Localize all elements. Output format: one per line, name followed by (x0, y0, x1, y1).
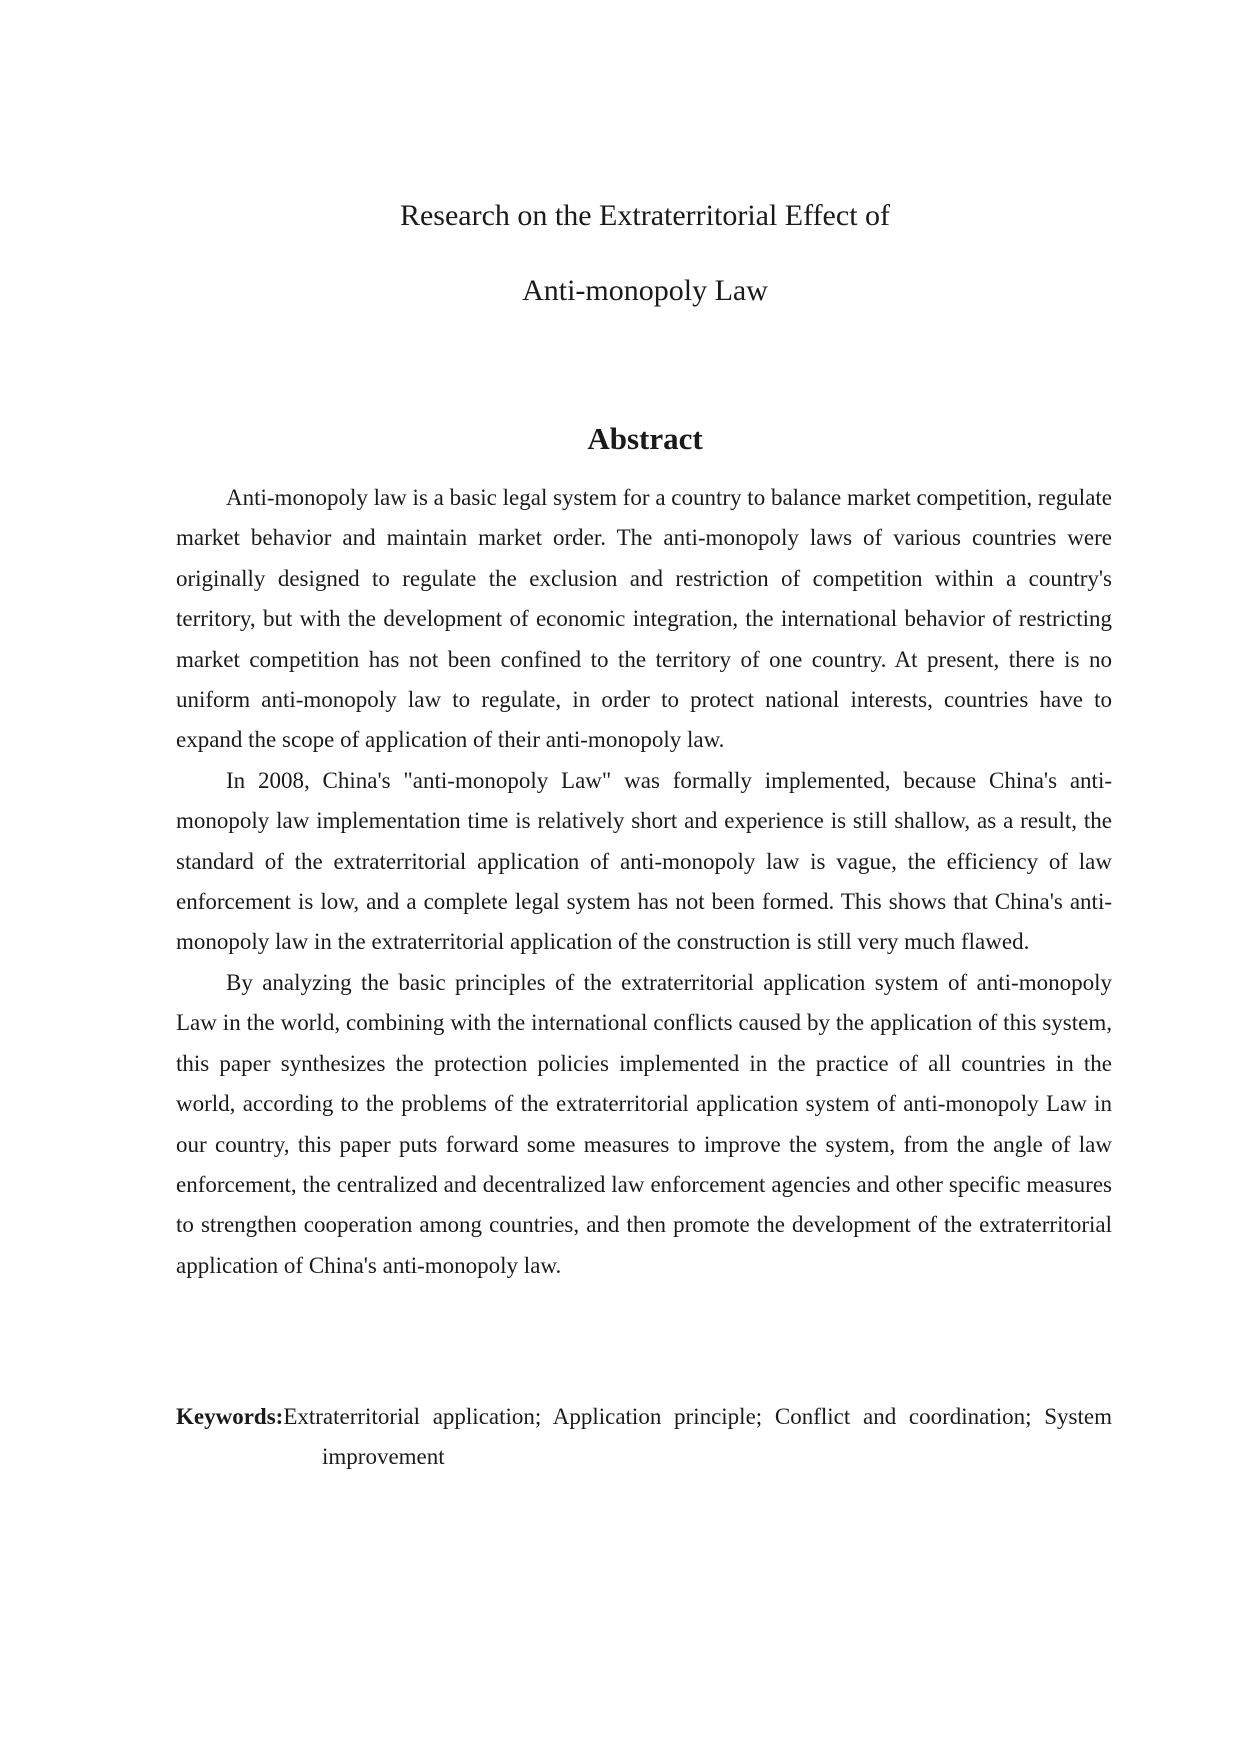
keywords-line (176, 1397, 1112, 1478)
keywords-text: Extraterritorial application; Application principle; Conflict and coordination; System improvement (283, 1404, 1112, 1470)
document-title (0, 196, 1240, 311)
abstract-paragraph-3: By analyzing the basic principles of the extraterritorial application system of anti-monopoly Law in the world, combining with the international conflicts caused by the application of this system, this paper synthesizes the protection policies implemented in the practice of all countries in the world, according to the problems of the extraterritorial application system of anti-monopoly Law in our country, this paper puts forward some measures to improve the system, from the angle of law enforcement, the centralized and decentralized law enforcement agencies and other specific measures to strengthen cooperation among countries, and then promote the development of the extraterritorial application of China's anti-monopoly law. (176, 969, 1112, 1278)
abstract-heading: Abstract (587, 421, 703, 456)
abstract-paragraph-2: In 2008, China's "anti-monopoly Law" was formally implemented, because China's anti-monopoly law implementation time is relatively short and experience is still shallow, as a result, the standard of the extraterritorial application of anti-monopoly law is vague, the efficiency of law enforcement is low, and a complete legal system has not been formed. This shows that China's anti-monopoly law in the extraterritorial application of the construction is still very much flawed. (176, 767, 1112, 955)
abstract-body (176, 478, 1112, 1286)
title-line-1: Research on the Extraterritorial Effect of (399, 199, 891, 232)
title-line-2: Anti-monopoly Law (522, 274, 768, 307)
keywords-label: Keywords: (176, 1404, 284, 1429)
abstract-paragraph-1: Anti-monopoly law is a basic legal system for a country to balance market competition, regulate market behavior and maintain market order. The anti-monopoly laws of various countries were originally designed to regulate the exclusion and restriction of competition within a country's territory, but with the development of economic integration, the international behavior of restricting market competition has not been confined to the territory of one country. At present, there is no uniform anti-monopoly law to regulate, in order to protect national interests, countries have to expand the scope of application of their anti-monopoly law. (176, 485, 1112, 753)
